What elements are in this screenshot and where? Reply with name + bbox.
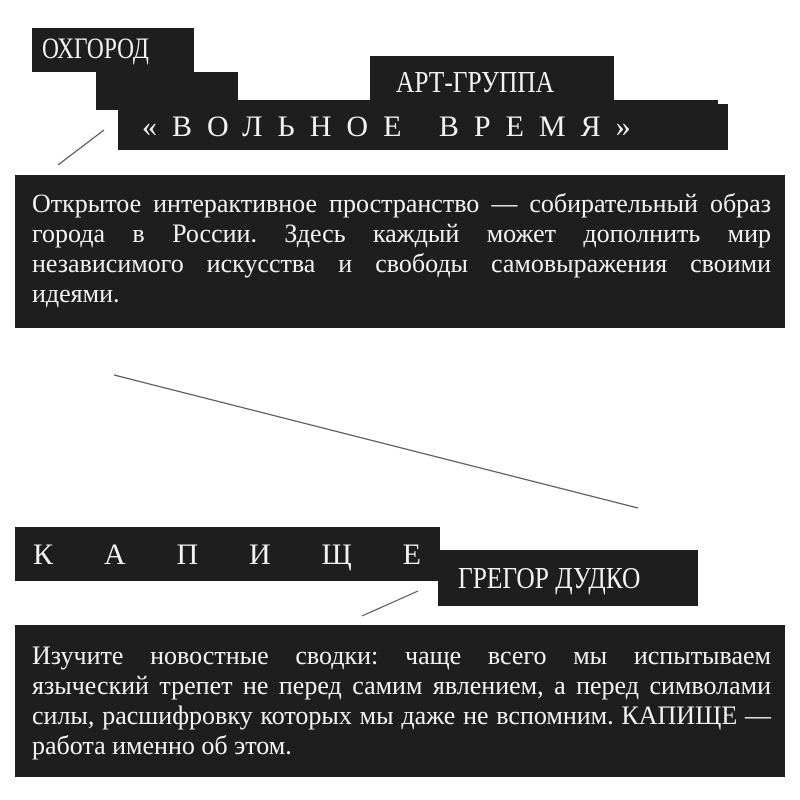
title-letter: Щ [321, 538, 352, 571]
title-letter: Е [402, 538, 421, 571]
title-letter: И [248, 538, 271, 571]
group-name-text: «ВОЛЬНОЕ ВРЕМЯ» [142, 110, 646, 143]
intro-paragraph-text: Открытое интерактивное пространство — собирательный образ города в России. Здесь каждый может дополнить мир независимого искусства и свободы самовыражения своими идеями. [32, 189, 771, 308]
connector-line-bottom [362, 591, 418, 616]
author-label [438, 550, 698, 606]
okhgorod-label [32, 28, 194, 72]
artwork-title-letters [33, 540, 421, 570]
artwork-description-text: Изучите новостные сводки: чаще всего мы испытываем языческий трепет не перед самим явлением, а перед символами силы, расшифровку которых мы даже не вспомним. КАПИЩЕ — работа именно об этом. [32, 641, 771, 760]
connector-line-top [58, 130, 104, 165]
artwork-title-label [15, 527, 440, 581]
title-letter: К [33, 538, 54, 571]
art-group-text: АРТ-ГРУППА [396, 64, 555, 99]
art-group-label [370, 56, 614, 104]
group-name-label [118, 104, 728, 150]
title-letter: П [176, 538, 199, 571]
artwork-description [15, 625, 785, 777]
intro-paragraph [15, 175, 785, 328]
title-letter: А [103, 538, 126, 571]
okhgorod-text: ОХГОРОД [42, 32, 149, 65]
divider-line-middle [114, 375, 638, 508]
author-text: ГРЕГОР ДУДКО [458, 560, 641, 595]
